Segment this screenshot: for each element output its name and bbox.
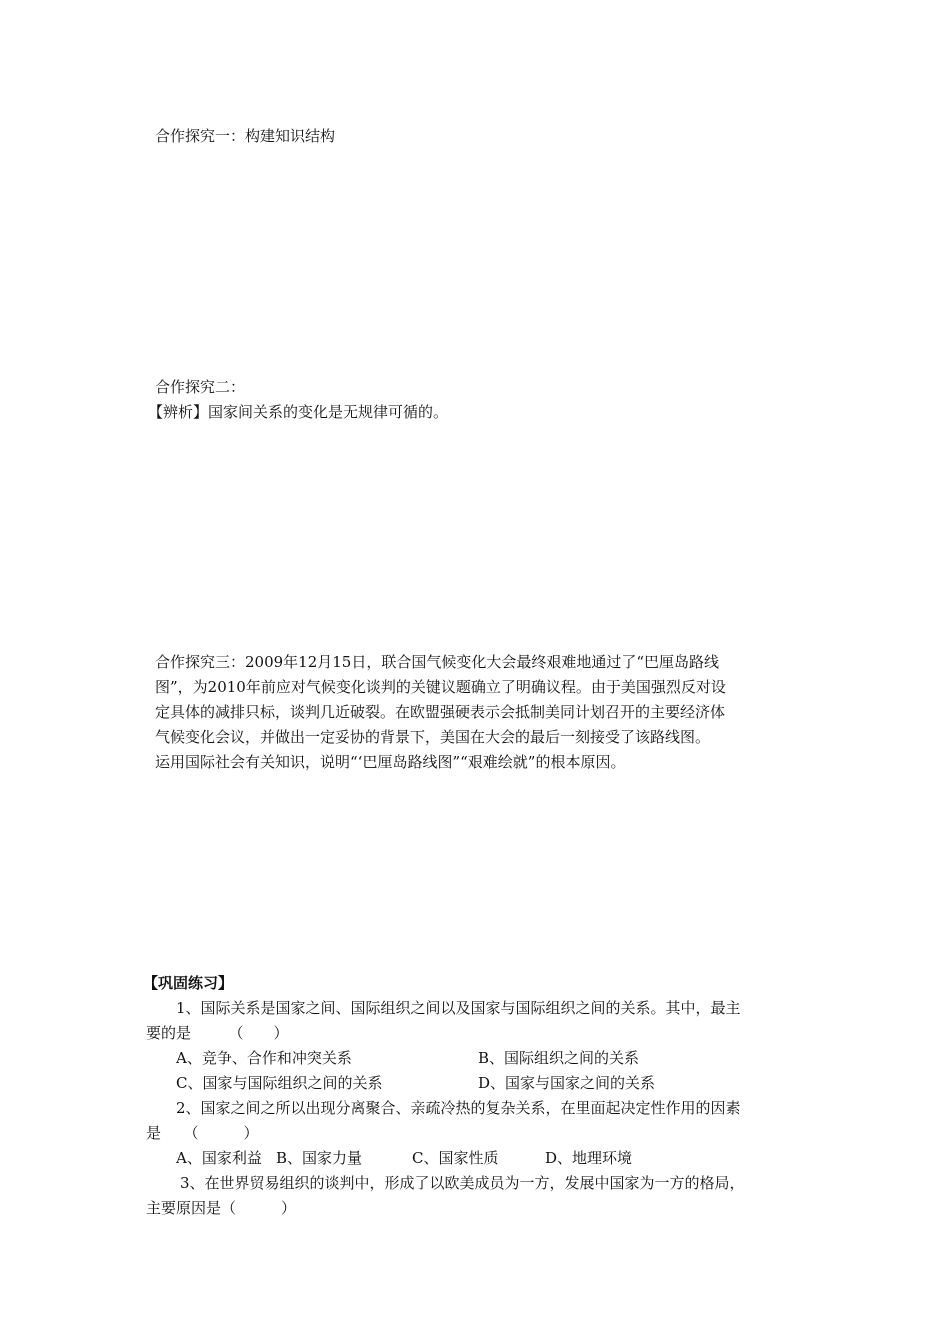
- question-text: 主要原因是（ ）: [146, 1199, 297, 1217]
- question-text: 要的是 （ ）: [146, 1024, 289, 1042]
- question-text: 1、国际关系是国家之间、国际组织之间以及国家与国际组织之间的关系。其中，最主: [176, 999, 741, 1017]
- option-a: A、国家利益: [176, 1149, 262, 1167]
- option-a: A、竞争、合作和冲突关系: [176, 1049, 352, 1067]
- option-b: B、国家力量: [276, 1149, 363, 1167]
- practice-heading: 【巩固练习】: [143, 974, 234, 992]
- option-c: C、国家与国际组织之间的关系: [176, 1074, 383, 1092]
- section3-line: 气候变化会议，并做出一定妥协的背景下，美国在大会的最后一刻接受了该路线图。: [155, 728, 711, 746]
- question-text: 3、在世界贸易组织的谈判中，形成了以欧美成员为一方，发展中国家为一方的格局，: [180, 1174, 745, 1192]
- section2-heading: 合作探究二：: [155, 378, 246, 396]
- question-text: 2、国家之间之所以出现分离聚合、亲疏冷热的复杂关系，在里面起决定性作用的因素: [176, 1099, 741, 1117]
- option-b: B、国际组织之间的关系: [478, 1049, 640, 1067]
- option-d: D、国家与国家之间的关系: [478, 1074, 656, 1092]
- question-text: 是 （ ）: [146, 1124, 259, 1142]
- section3-line: 图”，为2010年前应对气候变化谈判的关键议题确立了明确议程。由于美国强烈反对设: [155, 678, 726, 696]
- section1-heading: 合作探究一：构建知识结构: [155, 127, 336, 145]
- section3-line: 定具体的减排只标，谈判几近破裂。在欧盟强硬表示会抵制美同计划召开的主要经济体: [155, 703, 726, 721]
- option-d: D、地理环境: [545, 1149, 633, 1167]
- section3-task: 运用国际社会有关知识，说明“‘巴厘岛路线图”“艰难绘就”的根本原因。: [155, 753, 626, 771]
- section2-prompt: 【辨析】国家间关系的变化是无规律可循的。: [148, 403, 449, 421]
- section3-line: 合作探究三：2009年12月15日，联合国气候变化大会最终艰难地通过了“巴厘岛路线: [155, 653, 720, 671]
- option-c: C、国家性质: [412, 1149, 499, 1167]
